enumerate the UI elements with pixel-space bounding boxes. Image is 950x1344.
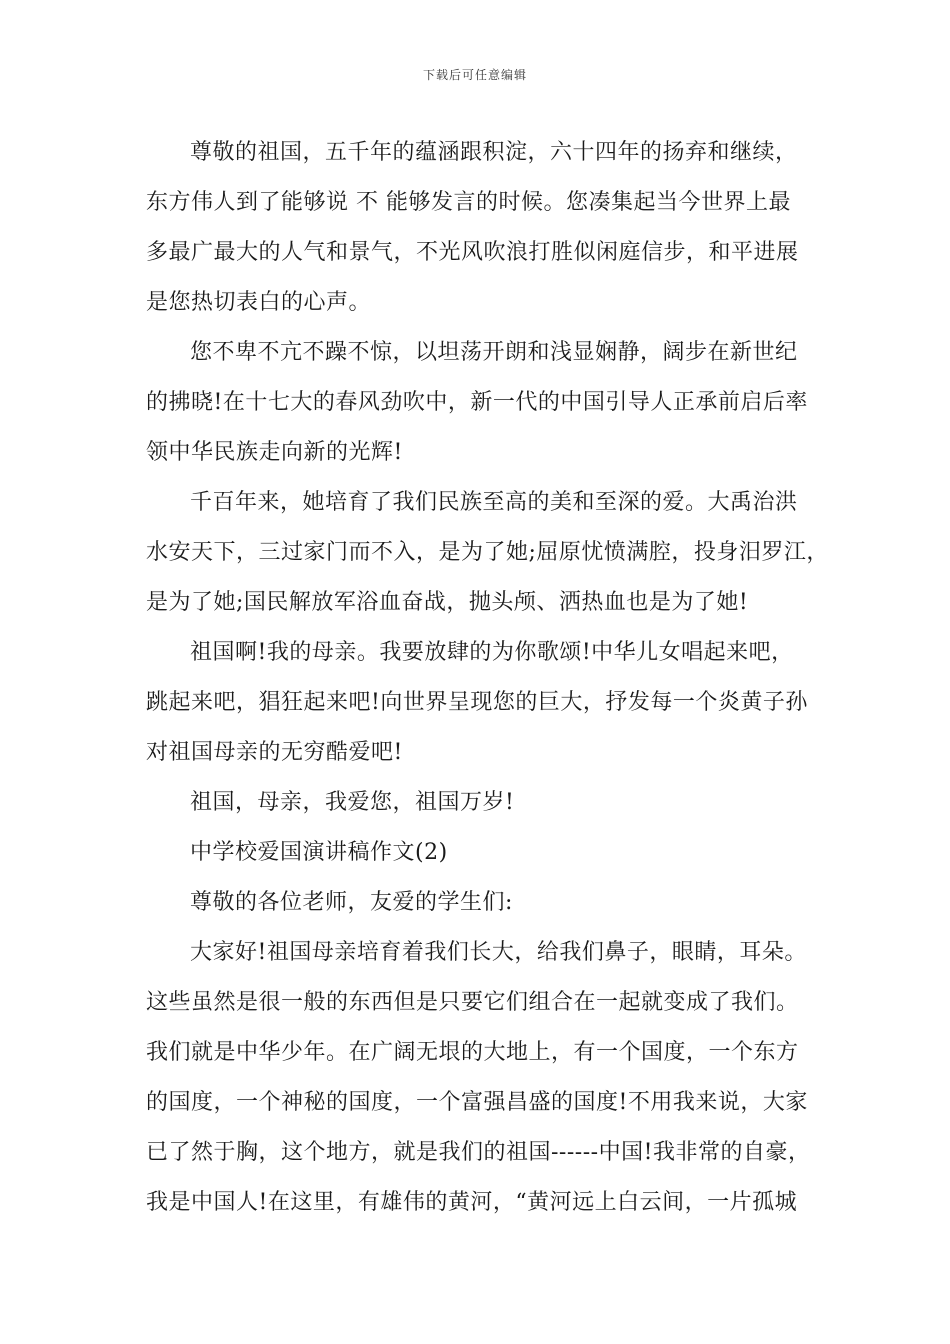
paragraph-8-line-1: 大家好!祖国母亲培育着我们长大，给我们鼻子，眼睛，耳朵。: [190, 940, 807, 965]
paragraph-3-line-3: 是为了她;国民解放军浴血奋战，抛头颅、洒热血也是为了她!: [146, 590, 749, 615]
paragraph-1-line-3: 多最广最大的人气和景气，不光风吹浪打胜似闲庭信步，和平进展: [146, 240, 799, 265]
document-body: [146, 128, 829, 1228]
section-title: 中学校爱国演讲稿作文(2): [190, 840, 448, 865]
paragraph-4-line-2: 跳起来吧，猖狂起来吧!向世界呈现您的巨大，抒发每一个炎黄子孙: [146, 690, 808, 715]
paragraph-8-line-6: 我是中国人!在这里，有雄伟的黄河，“黄河远上白云间，一片孤城: [146, 1190, 798, 1215]
page-header: 下载后可任意编辑: [422, 68, 527, 82]
paragraph-4-line-1: 祖国啊!我的母亲。我要放肆的为你歌颂!中华儿女唱起来吧，: [190, 640, 794, 665]
paragraph-2-line-1: 您不卑不亢不躁不惊，以坦荡开朗和浅显娴静，阔步在新世纪: [190, 340, 798, 365]
paragraph-8-line-2: 这些虽然是很一般的东西但是只要它们组合在一起就变成了我们。: [146, 990, 799, 1015]
paragraph-8-line-4: 的国度，一个神秘的国度，一个富强昌盛的国度!不用我来说，大家: [146, 1090, 808, 1115]
paragraph-8-line-3: 我们就是中华少年。在广阔无垠的大地上，有一个国度，一个东方: [146, 1040, 799, 1065]
paragraph-4-line-3: 对祖国母亲的无穷酷爱吧!: [146, 740, 403, 765]
paragraph-2-line-3: 领中华民族走向新的光辉!: [146, 440, 403, 465]
salutation: 尊敬的各位老师，友爱的学生们:: [190, 890, 513, 915]
paragraph-5-line-1: 祖国，母亲，我爱您，祖国万岁!: [190, 790, 515, 815]
paragraph-1-line-4: 是您热切表白的心声。: [146, 290, 372, 315]
paragraph-1-line-2: 东方伟人到了能够说 不 能够发言的时候。您凑集起当今世界上最: [146, 190, 791, 215]
paragraph-3-line-2: 水安天下，三过家门而不入，是为了她;屈原忧愤满腔，投身汨罗江，: [146, 540, 829, 565]
paragraph-1-line-1: 尊敬的祖国，五千年的蕴涵跟积淀，六十四年的扬弃和继续，: [190, 140, 798, 165]
paragraph-2-line-2: 的拂晓!在十七大的春风劲吹中，新一代的中国引导人正承前启后率: [146, 390, 808, 415]
paragraph-3-line-1: 千百年来，她培育了我们民族至高的美和至深的爱。大禹治洪: [190, 490, 798, 515]
paragraph-8-line-5: 已了然于胸，这个地方，就是我们的祖国------中国!我非常的自豪，: [146, 1140, 811, 1165]
